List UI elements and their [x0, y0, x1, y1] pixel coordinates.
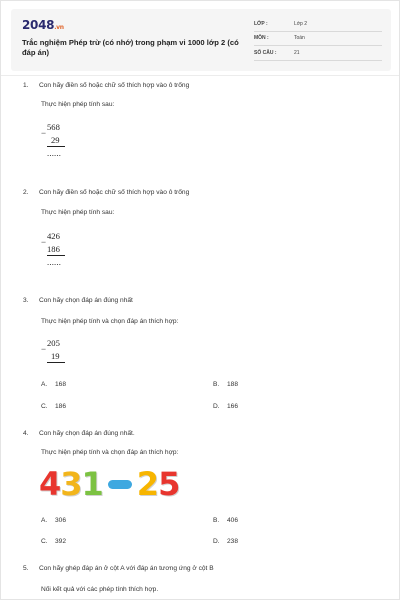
option-value: 406 [227, 517, 239, 524]
info-value: 21 [294, 49, 300, 56]
option-c[interactable] [41, 403, 66, 410]
subtrahend: 186 [47, 244, 60, 254]
digit-5: 5 [158, 465, 180, 503]
page-title: Trắc nghiệm Phép trừ (có nhớ) trong phạm vi 1000 lớp 2 (có đáp án) [22, 38, 239, 57]
option-key: A. [41, 381, 48, 388]
header-divider [1, 75, 400, 76]
minus-bar [108, 480, 132, 489]
digit-1: 1 [81, 465, 103, 503]
minuend: 205 [47, 338, 60, 348]
question-instruction: Thực hiện phép tính và chọn đáp án thích hợp: [41, 318, 179, 325]
subtrahend: 29 [51, 135, 60, 145]
option-c[interactable] [41, 538, 66, 545]
question-number: 5. [23, 565, 29, 572]
digit-2: 2 [136, 465, 159, 503]
info-row-grade [254, 17, 382, 32]
minus-sign: − [41, 344, 47, 354]
option-value: 238 [227, 538, 239, 545]
minus-sign: − [41, 128, 47, 138]
question-text: Con hãy chọn đáp án đúng nhất. [39, 430, 135, 437]
info-label: LỚP : [254, 20, 268, 27]
option-b[interactable] [213, 517, 238, 524]
question-instruction: Thực hiện phép tính và chọn đáp án thích hợp: [41, 449, 179, 456]
answer-blank[interactable]: ...... [47, 257, 62, 267]
logo-text: 2048 [22, 18, 55, 32]
question-text: Con hãy điền số hoặc chữ số thích hợp vào ô trống [39, 189, 190, 196]
question-instruction: Nối kết quả với các phép tính thích hợp. [41, 586, 159, 593]
info-value: Lớp 2 [294, 20, 308, 27]
digit-4: 4 [39, 465, 61, 503]
answer-blank[interactable]: ...... [47, 148, 62, 158]
question-number: 3. [23, 297, 29, 304]
subtrahend: 19 [51, 351, 60, 361]
info-panel [254, 17, 382, 61]
logo-suffix: .vn [54, 24, 64, 31]
option-key: B. [213, 517, 220, 524]
option-value: 306 [55, 517, 67, 524]
option-a[interactable] [41, 381, 66, 388]
question-number: 1. [23, 82, 29, 89]
header [11, 9, 391, 71]
info-row-count [254, 46, 382, 61]
subtraction-image [39, 465, 180, 503]
option-key: C. [41, 538, 48, 545]
option-key: D. [213, 538, 220, 545]
info-value: Toán [294, 35, 305, 42]
option-key: C. [41, 403, 48, 410]
question-text: Con hãy chọn đáp án đúng nhất [39, 297, 133, 304]
option-d[interactable] [213, 538, 238, 545]
calc-line [47, 255, 65, 256]
digit-3: 3 [60, 465, 82, 503]
option-value: 168 [55, 381, 67, 388]
calc-line [47, 146, 65, 147]
option-key: A. [41, 517, 48, 524]
option-key: D. [213, 403, 220, 410]
option-value: 166 [227, 403, 239, 410]
question-text: Con hãy điền số hoặc chữ số thích hợp vào ô trống [39, 82, 190, 89]
calc-line [47, 362, 65, 363]
info-label: MÔN : [254, 35, 269, 42]
option-b[interactable] [213, 381, 238, 388]
option-value: 392 [55, 538, 67, 545]
option-value: 188 [227, 381, 239, 388]
option-a[interactable] [41, 517, 66, 524]
question-number: 4. [23, 430, 29, 437]
question-instruction: Thực hiện phép tính sau: [41, 101, 115, 108]
site-logo[interactable] [22, 18, 64, 32]
minus-sign: − [41, 237, 47, 247]
option-key: B. [213, 381, 220, 388]
question-instruction: Thực hiện phép tính sau: [41, 209, 115, 216]
option-d[interactable] [213, 403, 238, 410]
minuend: 426 [47, 231, 60, 241]
info-row-subject [254, 32, 382, 47]
option-value: 186 [55, 403, 67, 410]
minuend: 568 [47, 122, 60, 132]
question-text: Con hãy ghép đáp án ở cột A với đáp án tương ứng ở cột B [39, 565, 214, 572]
info-label: SỐ CÂU : [254, 49, 277, 56]
question-number: 2. [23, 189, 29, 196]
